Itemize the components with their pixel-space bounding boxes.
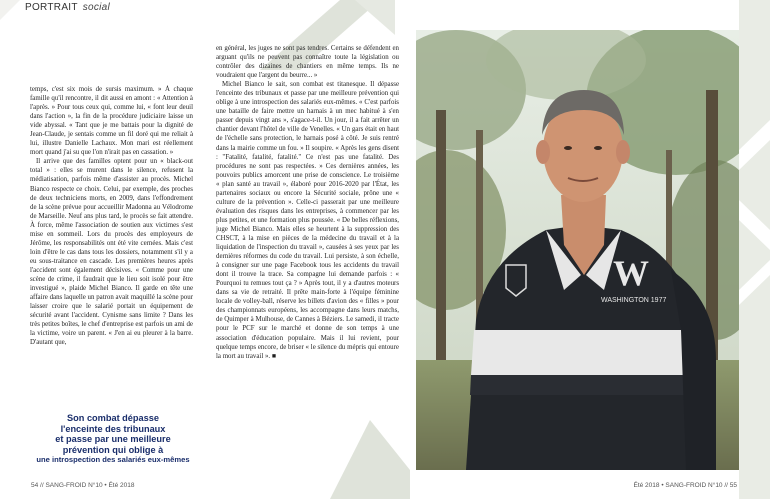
text-column-2 [216,44,399,474]
pull-quote-line: prévention qui oblige à [62,444,164,455]
pull-quote-line: l'enceinte des tribunaux [60,423,166,434]
shirt-logo-text: WASHINGTON 1977 [601,297,667,304]
text-column-1 [30,85,193,405]
section-subtitle: social [82,2,111,13]
shirt-logo-letter: W [613,253,649,293]
portrait-photo [416,30,739,470]
section-title: PORTRAIT [25,2,78,13]
pull-quote-line: et passe par une meilleure [55,434,171,444]
paragraph: temps, c'est six mois de sursis maximum. » À chaque famille qu'il rencontre, il dit aussi en amont : « Attention à l'après. » Pour tous ceux qui, comme lui, « font leur deuil dans l'action », la fin de la procédure judiciaire laisse un vide abyssal. « Tant que je me battais pour la dignité de Jean-Claude, je sentais comme un fil doré qui me reliait à lui, illustre Danielle Lachaux. Mon mari est réellement mort quand j'ai su que l'on n'irait pas en cassation. » [30,86,193,157]
pull-quote [28,413,198,466]
right-diagonal-stripes [739,0,770,499]
paragraph: Il arrive que des familles optent pour un « black-out total » : elles se murent dans le silence, refusent la médiatisation, parfois même d'assister au procès. Michel Bianco respecte ce choix. Celui, par exemple, des proches de deux techniciens morts, en 2009, dans l'effondrement de la scène prévue pour accueillir Madonna au Vélodrome de Marseille. Neuf ans plus tard, le procès se fait attendre. À force, même l'association de soutien aux victimes s'est mise en sommeil. Lors du procès des employeurs de Jérôme, les responsabilités ont été vite cernées. Mais c'est loin d'être le cas dans tous les dossiers, notamment s'il y a eu sous-traitance en cascade. Les premières heures après l'accident sont également décisives. « Comme pour une scène de crime, il faudrait que le lieu soit isolé pour être investigué », plaide Michel Bianco. Il garde en tête une affaire dans laquelle un patron avait maquillé la scène pour laisser croire que le salarié portait un équipement de sécurité avant l'accident. Cynisme sans limite ? Dans les très petites boîtes, le chef d'entreprise est parfois un ami de la victime, voire un parent. « J'en ai eu pleurer à la barre. D'autant que, [30,158,193,347]
paragraph: Michel Bianco le sait, son combat est titanesque. Il dépasse l'enceinte des tribunaux et passe par une meilleure prévention qui oblige à une introspection des salariés eux-mêmes. « C'est parfois une bataille de faire mettre un harnais à un mec habitué à s'en passer depuis vingt ans », s'agace-t-il. Un jour, il a fait arrêter un chantier devant l'hôtel de ville de Venelles. « Un gars était en haut de l'échelle sans protection, le harnais posé à côté. Je suis rentré dans la mairie comme un fou. » Il soupire. « Après les gens disent : "Fatalité, fatalité, fatalité." Ce n'est pas une fatalité. Des procédures ne sont pas respectées. » Ces dernières années, les pouvoirs publics amorcent une prise de conscience. Le troisième « plan santé au travail », élaboré pour 2016-2020 par l'État, les partenaires sociaux ou encore la Sécurité sociale, prône une « culture de la prévention ». Celle-ci passerait par une meilleure évaluation des risques dans les entreprises, à commencer par les plus petites, et une formation plus poussée. « De belles réflexions, juge Michel Bianco. Mais elles se heurtent à la suppression des CHSCT, à la mise en pièces de la médecine du travail et à la liquidation de l'inspection du travail », causées à ses yeux par les dernières réformes du code du travail. Lui persiste, à son échelle, à consigner sur une page Facebook tous les accidents du travail dont il trouve la trace. Sa compagne lui demande parfois : « Pourquoi tu remues tout ça ? » Après tout, il y a d'autres moteurs dans sa vie de retraité. Il prête main-forte à l'équipe féminine locale de volley-ball, réserve les billets d'avion des « filles » pour des championnats européens, les accompagne dans leurs matchs, de Quimper à Mulhouse, de Cannes à Béziers. Le samedi, il tracte pour le PCF sur le marché et donne de son temps à une association d'éducation populaire. Mais il lui revient, pour quelque temps encore, de briser « le silence du mépris qui entoure la mort au travail ». ■ [216,81,399,360]
portrait-illustration [416,30,739,470]
paragraph: en général, les juges ne sont pas tendres. Certains se défendent en arguant qu'ils ne peuvent pas connaître toute la législation ou contrôler des dizaines de chantiers en même temps. Ils ne voudraient que l'argent du beurre... » [216,45,399,80]
page-footer-left: 54 // SANG-FROID N°10 • Été 2018 [31,482,135,489]
page-footer-right: Été 2018 • SANG-FROID N°10 // 55 [633,482,737,489]
pull-quote-line: Son combat dépasse [67,413,159,423]
pull-quote-line: une introspection des salariés eux-mêmes [36,455,190,464]
section-header [25,2,110,13]
